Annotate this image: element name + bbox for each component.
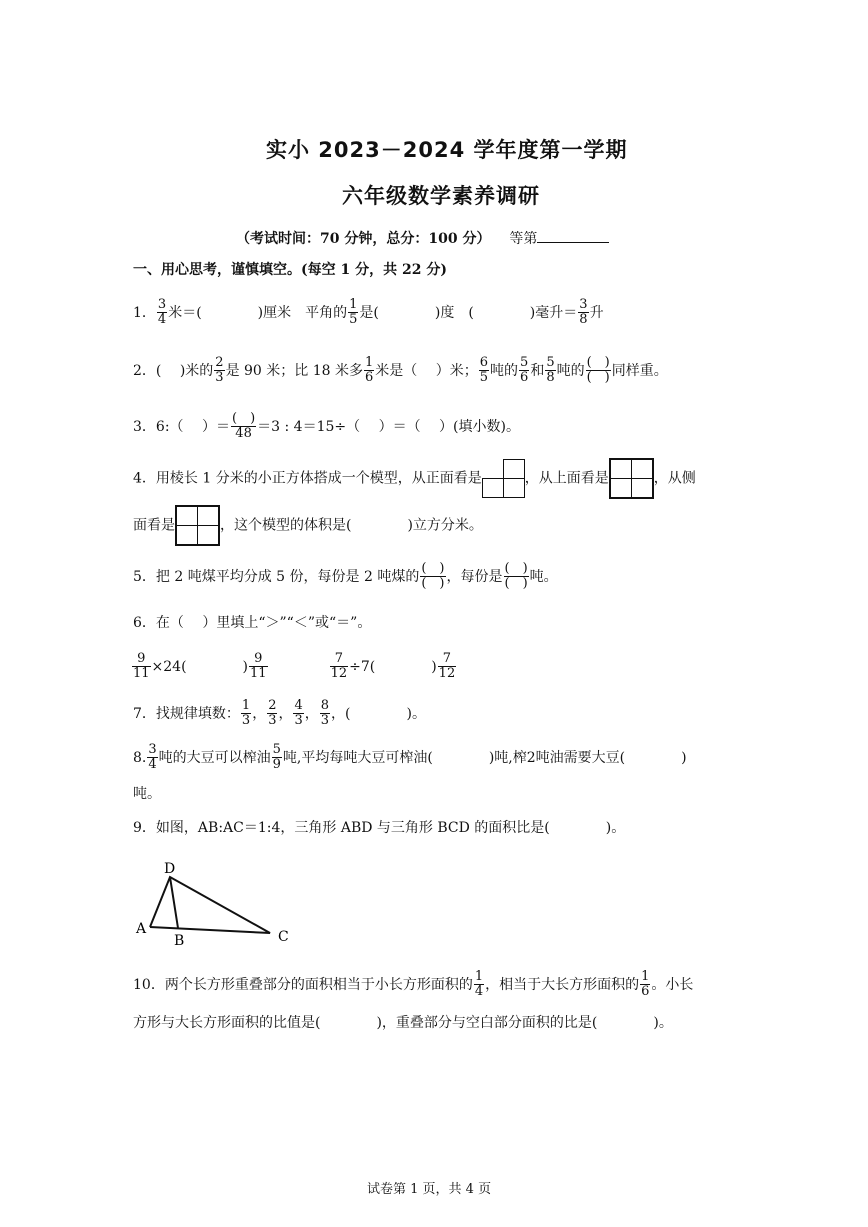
question-text: 面看是	[133, 517, 175, 534]
question-text: ÷7( )	[349, 658, 437, 675]
question-8-cont: 吨。	[133, 786, 161, 802]
question-text: 是( )度 ( )毫升＝	[359, 304, 578, 321]
question-text: 同样重。	[611, 362, 668, 379]
question-text: 把 2 吨煤平均分成 5 份，每份是 2 吨煤的	[155, 568, 420, 585]
question-text: 两个长方形重叠部分的面积相当于小长方形面积的	[164, 976, 473, 993]
fraction: $\frac{5}{8}$	[546, 355, 555, 386]
question-text: ，从侧	[653, 470, 696, 487]
answer-fraction[interactable]: ( ) ( )	[586, 355, 610, 386]
fraction: $\frac{2}{3}$	[215, 355, 224, 386]
fraction: $\frac{5}{6}$	[520, 355, 529, 386]
question-text: 是 90 米；比 18 米多	[225, 362, 364, 379]
question-5	[133, 562, 558, 592]
question-text: 吨。	[529, 568, 558, 585]
question-text: 吨,平均每吨大豆可榨油( )吨,榨2吨油需要大豆( )	[282, 749, 687, 766]
fraction: $\frac{1}{5}$	[349, 297, 358, 328]
fraction: $\frac{3}{8}$	[579, 297, 588, 328]
fraction: $\frac{7}{12}$	[438, 651, 456, 682]
question-3	[133, 412, 520, 442]
question-7: 7．找规律填数： $\frac{1}{3}$ ， $\frac{2}{3}$ ， $\frac{4}{3}$ ， $\frac{8}{3}$ ，( )。	[133, 698, 426, 729]
fraction: $\frac{8}{3}$	[320, 698, 330, 729]
question-number: 1．	[133, 304, 156, 321]
question-text: 找规律填数：	[155, 705, 240, 722]
fraction: $\frac{2}{3}$	[268, 698, 277, 729]
question-text: 6:（ ）＝	[155, 418, 230, 435]
question-number: 10．	[133, 976, 165, 993]
question-text: 米是（ ）米；	[375, 362, 478, 379]
question-text: 吨的大豆可以榨油	[158, 749, 271, 766]
question-text: ( )米的	[155, 362, 214, 379]
fraction: $\frac{3}{4}$	[157, 297, 167, 328]
fraction: $\frac{4}{3}$	[294, 698, 303, 729]
question-2	[133, 356, 668, 386]
question-10	[133, 970, 693, 1000]
fraction: $\frac{5}{9}$	[272, 742, 281, 773]
question-text: 吨的	[490, 362, 519, 379]
question-text: 米＝( )厘米 平角的	[168, 304, 348, 321]
fraction: $\frac{1}{3}$	[241, 698, 251, 729]
section-title: 一、用心思考，谨慎填空。(每空 1 分，共 22 分)	[133, 262, 447, 278]
question-9	[133, 818, 625, 838]
triangle-figure	[130, 855, 300, 950]
question-number: 5．	[133, 568, 156, 585]
answer-fraction[interactable]: ( ) ( )	[421, 561, 445, 592]
question-text: ，每份是	[446, 568, 503, 585]
question-text: 和	[530, 362, 545, 379]
grade-blank[interactable]	[537, 228, 609, 243]
exam-subtitle: 六年级数学素养调研	[342, 184, 540, 208]
question-text: ＝3 : 4＝15÷（ ）＝（ ）(填小数)。	[257, 418, 520, 435]
fraction: $\frac{6}{5}$	[479, 355, 489, 386]
question-4-cont	[133, 505, 483, 546]
fraction: $\frac{1}{4}$	[474, 969, 484, 1000]
question-number: 7．	[133, 705, 156, 722]
label-a: A	[136, 921, 147, 937]
side-view-figure	[175, 505, 220, 546]
question-number: 9．	[133, 820, 156, 836]
question-text: ，这个模型的体积是( )立方分米。	[220, 517, 483, 534]
exam-info	[236, 228, 609, 249]
question-4	[133, 458, 696, 499]
question-number: 8.	[133, 749, 147, 766]
question-text: 。小长	[651, 976, 694, 993]
question-8	[133, 743, 687, 773]
question-6-items	[131, 652, 457, 682]
top-view-figure	[609, 458, 654, 499]
answer-fraction[interactable]: ( ) 48	[232, 411, 256, 442]
fraction: $\frac{9}{11}$	[250, 651, 267, 682]
question-text: ，相当于大长方形面积的	[485, 976, 640, 993]
question-text: 用棱长 1 分米的小正方体搭成一个模型，从正面看是	[155, 470, 482, 487]
exam-title: 实小 2023－2024 学年度第一学期	[266, 138, 628, 162]
question-text: 在（ ）里填上“＞”“＜”或“＝”。	[155, 615, 372, 631]
answer-fraction[interactable]: ( ) ( )	[504, 561, 528, 592]
question-text: ，从上面看是	[524, 470, 609, 487]
time-score-info: （考试时间：70 分钟，总分：100 分）	[236, 231, 491, 247]
front-view-figure	[482, 459, 525, 498]
question-number: 3．	[133, 418, 156, 435]
page-footer: 试卷第 1 页，共 4 页	[367, 1182, 492, 1197]
fraction: $\frac{1}{6}$	[365, 355, 374, 386]
triangle-outline	[150, 877, 270, 933]
label-d: D	[164, 861, 176, 877]
label-c: C	[278, 929, 289, 945]
grade-label: 等第	[509, 231, 538, 247]
question-6	[133, 613, 371, 633]
label-b: B	[174, 933, 185, 949]
question-number: 4．	[133, 470, 156, 487]
question-text: 升	[589, 304, 604, 321]
question-text: ，( )。	[331, 705, 426, 722]
question-number: 2．	[133, 362, 156, 379]
fraction: $\frac{7}{12}$	[330, 651, 348, 682]
fraction: $\frac{3}{4}$	[148, 742, 157, 773]
fraction: $\frac{9}{11}$	[133, 651, 150, 682]
question-text: ×24( )	[151, 658, 249, 675]
question-text: 吨的	[556, 362, 585, 379]
question-text: 如图，AB:AC＝1:4，三角形 ABD 与三角形 BCD 的面积比是( )。	[155, 820, 626, 836]
question-10-cont: 方形与大长方形面积的比值是( )，重叠部分与空白部分面积的比是( )。	[133, 1015, 673, 1031]
fraction: $\frac{1}{6}$	[641, 969, 650, 1000]
segment-db	[170, 877, 178, 928]
question-1	[133, 298, 604, 328]
question-number: 6．	[133, 615, 156, 631]
